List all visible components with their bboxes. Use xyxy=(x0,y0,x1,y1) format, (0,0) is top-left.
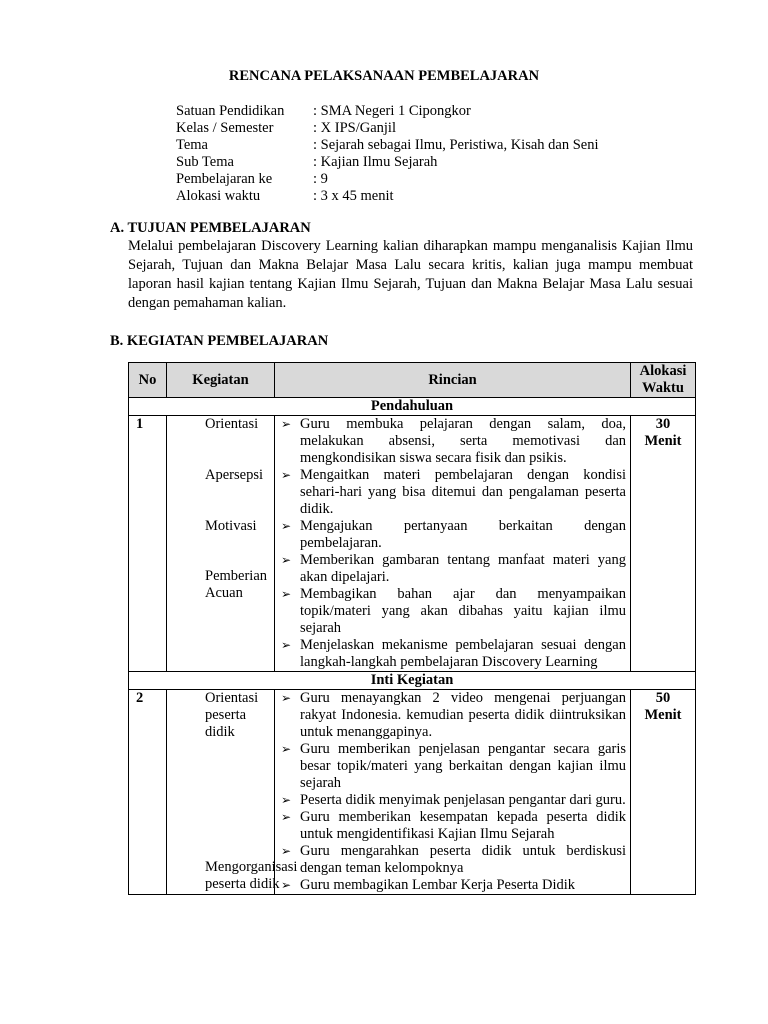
identity-label: Pembelajaran ke xyxy=(176,171,273,187)
section-a-paragraph: Melalui pembelajaran Discovery Learning kalian diharapkan mampu menganalisis Kajian Ilmu Sejarah, Tujuan dan Makna Belajar Masa Lalu secara kritis, kalian juga mampu membuat laporan hasil kajian tentang Kajian Ilmu Sejarah, Tujuan dan Makna Belajar Masa Lalu sesuai dengan pemahaman kalian. xyxy=(128,238,693,311)
list-item: ➢ Menjelaskan mekanisme pembelajaran sesuai dengan langkah-langkah pembelajaran Discovery Learning xyxy=(275,637,626,671)
identity-row xyxy=(176,120,599,137)
list-item: ➢ Guru membagikan Lembar Kerja Peserta Didik xyxy=(275,877,626,894)
identity-label: Satuan Pendidikan xyxy=(176,103,285,119)
list-item: ➢ Guru memberikan penjelasan pengantar secara garis besar topik/materi yang berkaitan dengan kajian ilmu sejarah xyxy=(275,741,626,792)
list-item: ➢ Mengajukan pertanyaan berkaitan dengan pembelajaran. xyxy=(275,518,626,552)
header-kegiatan: Kegiatan xyxy=(167,363,275,398)
kegiatan-cell xyxy=(167,690,298,895)
kegiatan-item: Motivasi xyxy=(205,518,257,534)
rincian-list xyxy=(275,690,630,894)
rincian-cell xyxy=(275,416,631,672)
table-row xyxy=(129,416,696,672)
identity-label: Sub Tema xyxy=(176,154,234,170)
section-name: Pendahuluan xyxy=(129,398,696,416)
identity-value: : X IPS/Ganjil xyxy=(313,120,396,136)
identity-row xyxy=(176,137,599,154)
identity-label: Kelas / Semester xyxy=(176,120,274,136)
header-no: No xyxy=(129,363,167,398)
list-item: ➢ Guru mengarahkan peserta didik untuk berdiskusi dengan teman kelompoknya xyxy=(275,843,626,877)
section-name: Inti Kegiatan xyxy=(129,672,696,690)
identity-row xyxy=(176,188,599,205)
list-item: ➢ Guru memberikan kesempatan kepada peserta didik untuk mengidentifikasi Kajian Ilmu Sejarah xyxy=(275,809,626,843)
identity-label: Tema xyxy=(176,137,208,153)
section-b-heading: B. KEGIATAN PEMBELAJARAN xyxy=(110,333,329,349)
rincian-cell xyxy=(275,690,631,895)
identity-value: : 3 x 45 menit xyxy=(313,188,394,204)
kegiatan-cell xyxy=(167,416,275,672)
alokasi-value: 50 Menit xyxy=(644,690,682,723)
row-number: 2 xyxy=(129,690,167,895)
identity-value: : SMA Negeri 1 Cipongkor xyxy=(313,103,471,119)
alokasi-value: 30 Menit xyxy=(644,416,682,449)
identity-row xyxy=(176,103,599,120)
kegiatan-item: Orientasi xyxy=(205,416,259,432)
kegiatan-item: Orientasi peserta didik xyxy=(205,690,259,740)
alokasi-cell xyxy=(631,690,696,895)
row-number: 1 xyxy=(129,416,167,672)
identity-value: : Sejarah sebagai Ilmu, Peristiwa, Kisah dan Seni xyxy=(313,137,599,153)
list-item: ➢ Membagikan bahan ajar dan menyampaikan topik/materi yang akan dibahas yaitu kajian ilmu sejarah xyxy=(275,586,626,637)
section-row-pendahuluan xyxy=(129,398,696,416)
table-header-row xyxy=(129,363,696,398)
identity-value: : Kajian Ilmu Sejarah xyxy=(313,154,438,170)
table-row xyxy=(129,690,696,895)
kegiatan-item: Pemberian Acuan xyxy=(205,568,268,601)
identity-value: : 9 xyxy=(313,171,328,187)
list-item: ➢ Mengaitkan materi pembelajaran dengan kondisi sehari-hari yang bisa ditemui dan pengalaman peserta didik. xyxy=(275,467,626,518)
identity-label: Alokasi waktu xyxy=(176,188,261,204)
identity-row xyxy=(176,154,599,171)
activity-table xyxy=(128,362,696,895)
section-row-inti xyxy=(129,672,696,690)
kegiatan-item: Apersepsi xyxy=(205,467,263,483)
rincian-list xyxy=(275,416,630,671)
list-item: ➢ Guru membuka pelajaran dengan salam, doa, melakukan absensi, serta memotivasi dan mengkondisikan siswa secara fisik dan psikis. xyxy=(275,416,626,467)
list-item: ➢ Peserta didik menyimak penjelasan pengantar dari guru. xyxy=(275,792,626,809)
list-item: ➢ Guru menayangkan 2 video mengenai perjuangan rakyat Indonesia. kemudian peserta didik diintruksikan untuk menanggapinya. xyxy=(275,690,626,741)
section-a-heading: A. TUJUAN PEMBELAJARAN xyxy=(110,220,311,236)
identity-table xyxy=(176,103,599,205)
kegiatan-item: Mengorganisasi peserta didik xyxy=(205,859,298,892)
header-alokasi: Alokasi Waktu xyxy=(631,363,696,398)
document-title: RENCANA PELAKSANAAN PEMBELAJARAN xyxy=(228,68,540,84)
alokasi-cell xyxy=(631,416,696,672)
header-rincian: Rincian xyxy=(275,363,631,398)
list-item: ➢ Memberikan gambaran tentang manfaat materi yang akan dipelajari. xyxy=(275,552,626,586)
identity-row xyxy=(176,171,599,188)
